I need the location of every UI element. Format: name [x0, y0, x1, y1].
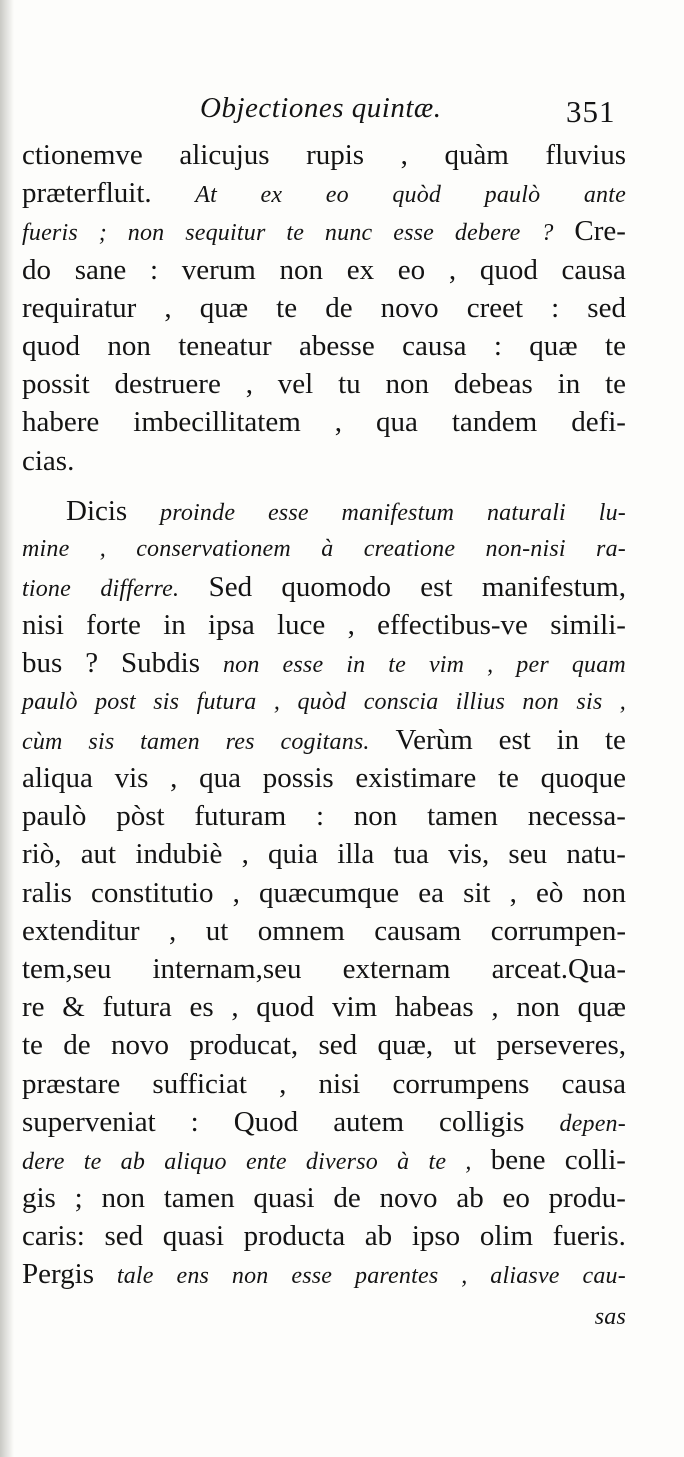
word: præstare: [22, 1067, 121, 1100]
text-line: [22, 912, 626, 950]
text-line: [22, 1255, 626, 1293]
word: requiratur: [22, 291, 137, 324]
word: rupis: [306, 139, 365, 171]
text-line: [22, 1179, 626, 1217]
word: ctionemve: [22, 139, 143, 171]
word: Quod: [233, 1105, 299, 1138]
italic-word: per: [516, 652, 549, 679]
word: do: [22, 253, 51, 286]
word: ;: [74, 1182, 83, 1215]
word: illa: [337, 838, 375, 871]
word: te: [22, 1029, 43, 1062]
word: ,: [400, 139, 408, 171]
word: ex: [346, 253, 375, 286]
word: ,: [232, 876, 240, 909]
word: ut: [205, 914, 229, 947]
italic-word: esse: [393, 220, 435, 247]
word: eo: [502, 1182, 530, 1215]
italic-word: te: [428, 1148, 447, 1175]
word: Cre-: [574, 215, 626, 248]
italic-word: ente: [245, 1148, 287, 1175]
text-line: [22, 1026, 626, 1064]
word: constitutio: [91, 876, 214, 909]
italic-word: sis: [153, 688, 180, 715]
word: riò,: [22, 838, 62, 871]
word: bus: [22, 647, 63, 680]
word: Pergis: [22, 1258, 94, 1291]
word: imbecillitatem: [133, 406, 301, 439]
word: quia: [268, 838, 318, 871]
word: existimare: [355, 762, 477, 794]
word: fueris.: [552, 1220, 626, 1253]
italic-word: ;: [98, 220, 107, 247]
word: tamen: [163, 1182, 235, 1215]
word: alicujus: [179, 139, 270, 171]
word: tu: [338, 368, 361, 401]
word: eo: [397, 253, 426, 286]
italic-word: aliasve: [490, 1263, 560, 1290]
word: quæ: [199, 291, 249, 324]
word: nisi: [22, 609, 64, 642]
word: perseveres,: [496, 1029, 626, 1062]
italic-word: in: [346, 652, 366, 679]
word: :: [551, 291, 560, 324]
word: abesse: [299, 329, 375, 362]
word: ,: [164, 291, 172, 324]
word: teneatur: [178, 329, 272, 362]
text-line: [22, 874, 626, 912]
word: aut: [80, 838, 117, 871]
italic-word: naturali: [486, 499, 566, 526]
word: quæ,: [377, 1029, 434, 1062]
word: corrumpen-: [490, 914, 626, 947]
text-line: [22, 289, 626, 327]
word: cias.: [22, 444, 75, 477]
italic-word: conscia: [363, 688, 439, 715]
italic-word: aliquo: [164, 1148, 227, 1175]
italic-word: quam: [571, 652, 626, 679]
word: creet: [466, 291, 524, 324]
word: non: [107, 329, 151, 362]
italic-word: paulò: [22, 688, 78, 715]
italic-word: illius: [455, 688, 506, 715]
word: :: [190, 1105, 199, 1138]
word: vim: [331, 991, 378, 1024]
text-line: [22, 365, 626, 403]
italic-word: eo: [325, 182, 349, 209]
word: tamen: [427, 800, 498, 833]
text-line: [22, 251, 626, 289]
italic-word: fueris: [22, 220, 78, 247]
italic-word: ex: [260, 182, 283, 209]
word: causam: [374, 914, 462, 947]
italic-word: manifestum: [341, 499, 455, 526]
word: paulò: [22, 800, 87, 833]
word: ea: [418, 876, 444, 909]
word: produ-: [548, 1182, 626, 1215]
word: habere: [22, 406, 100, 439]
word: de: [325, 291, 353, 324]
italic-word: vim: [428, 652, 465, 679]
italic-word: conservationem: [136, 535, 291, 562]
italic-word: cogitans.: [280, 728, 370, 755]
word: re: [22, 991, 45, 1024]
word: autem: [333, 1105, 405, 1138]
word: :: [315, 800, 324, 833]
italic-word: lu-: [598, 499, 626, 526]
italic-word: non: [127, 220, 165, 247]
word: producat,: [189, 1029, 299, 1062]
italic-word: depen-: [559, 1110, 626, 1137]
italic-word: cau-: [582, 1263, 626, 1290]
word: tua: [393, 838, 429, 871]
word: ralis: [22, 876, 72, 909]
word: vel: [277, 368, 314, 401]
word: colligis: [439, 1105, 525, 1138]
text-line: [22, 835, 626, 873]
italic-word: ens: [176, 1263, 210, 1290]
italic-word: mine: [22, 535, 70, 562]
word: novo: [380, 291, 439, 324]
italic-word: futura: [196, 688, 257, 715]
word: natu-: [566, 838, 626, 871]
text-line: [22, 1141, 626, 1179]
word: non: [385, 368, 430, 401]
italic-word: nunc: [324, 220, 373, 247]
word: non: [516, 991, 560, 1024]
word: non: [582, 876, 626, 909]
text-line: [22, 442, 626, 480]
word: olim: [479, 1220, 533, 1253]
word: ,: [245, 368, 253, 401]
italic-word: quòd: [392, 182, 442, 209]
word: possit: [22, 368, 90, 401]
word: seu: [508, 838, 548, 871]
word: ,: [169, 914, 177, 947]
word: in: [556, 723, 580, 756]
word: quæ: [577, 991, 626, 1024]
italic-word: sequitur: [185, 220, 266, 247]
italic-word: non: [231, 1263, 269, 1290]
gutter-shadow: [0, 0, 14, 1457]
word: vis,: [448, 838, 490, 871]
word: pòst: [116, 800, 165, 833]
word: nisi: [318, 1067, 361, 1100]
text-line: [22, 1103, 626, 1141]
word: ,: [231, 991, 239, 1024]
italic-word: post: [95, 688, 136, 715]
word: quæ: [529, 329, 578, 362]
text-block: [22, 136, 626, 1336]
italic-word: paulò: [484, 182, 541, 209]
word: sufficiat: [152, 1067, 247, 1100]
italic-word: non: [522, 688, 560, 715]
word: de: [63, 1029, 91, 1062]
word: Subdis: [121, 647, 201, 680]
italic-word: res: [225, 728, 255, 755]
word: causa: [561, 253, 626, 286]
word: quod: [479, 253, 538, 286]
word: de: [333, 1182, 361, 1215]
italic-word: sis: [88, 728, 115, 755]
word: in: [557, 368, 581, 401]
text-line: [22, 1217, 626, 1255]
italic-word: ?: [541, 220, 554, 247]
italic-word: diverso: [305, 1148, 378, 1175]
word: futura: [102, 991, 172, 1024]
text-line: [22, 530, 626, 568]
word: corrumpens: [392, 1067, 530, 1100]
text-line: [22, 759, 626, 797]
word: defi-: [571, 406, 626, 439]
italic-word: te: [83, 1148, 102, 1175]
text-line: [22, 327, 626, 365]
word: non: [279, 253, 323, 286]
italic-word: dere: [22, 1148, 65, 1175]
word: Dicis: [66, 494, 128, 527]
text-line: [22, 568, 626, 606]
word: non: [353, 800, 398, 833]
italic-word: esse: [267, 499, 309, 526]
word: producta: [243, 1220, 346, 1253]
word: præterfluit.: [22, 177, 152, 210]
italic-word: te: [286, 220, 305, 247]
word: externam: [342, 952, 451, 985]
catchword-text: sas: [594, 1303, 626, 1330]
word: te: [605, 723, 626, 756]
word: es: [189, 991, 214, 1024]
italic-word: non: [222, 652, 260, 679]
word: verum: [181, 253, 256, 286]
word: necessa-: [527, 800, 626, 833]
italic-word: ra-: [596, 535, 626, 562]
text-line: [22, 950, 626, 988]
word: extenditur: [22, 914, 140, 947]
word: :: [149, 253, 158, 286]
word: te: [276, 291, 298, 324]
word: destruere: [114, 368, 221, 401]
italic-word: ,: [461, 1263, 468, 1290]
word: ut: [453, 1029, 477, 1062]
word: ,: [334, 406, 343, 439]
italic-word: tione: [22, 576, 71, 603]
word: ab: [364, 1220, 393, 1253]
word: quoque: [540, 762, 626, 794]
italic-word: non-nisi: [485, 535, 566, 562]
word: novo: [111, 1029, 170, 1062]
italic-word: debere: [454, 220, 521, 247]
word: est: [498, 723, 531, 756]
italic-word: differre.: [100, 576, 180, 603]
word: luce: [277, 609, 326, 642]
word: ,: [241, 838, 249, 871]
italic-word: tale: [116, 1263, 154, 1290]
word: debeas: [453, 368, 533, 401]
italic-word: ,: [619, 688, 626, 715]
text-line: [22, 1065, 626, 1103]
running-head: Objectiones quintæ.: [200, 92, 442, 124]
text-line: [22, 174, 626, 212]
word: qua: [376, 406, 418, 439]
word: te: [497, 762, 519, 794]
word: habeas: [394, 991, 474, 1024]
word: est: [420, 571, 453, 604]
word: Verùm: [395, 723, 473, 756]
text-line: [22, 721, 626, 759]
italic-word: ,: [99, 535, 106, 562]
word: ab: [456, 1182, 484, 1215]
word: internam,seu: [152, 952, 302, 985]
word: quasi: [162, 1220, 225, 1253]
italic-word: ,: [487, 652, 494, 679]
word: gis: [22, 1182, 56, 1215]
word: ,: [347, 609, 355, 642]
italic-word: quòd: [297, 688, 347, 715]
word: indubiè: [135, 838, 223, 871]
word: te: [605, 329, 626, 362]
italic-word: cùm: [22, 728, 63, 755]
italic-word: à: [321, 535, 334, 562]
word: ipso: [411, 1220, 461, 1253]
word: qua: [199, 762, 242, 794]
text-line: [22, 403, 626, 441]
text-line: [22, 606, 626, 644]
word: ,: [448, 253, 457, 286]
word: manifestum,: [481, 571, 626, 604]
word: ,: [170, 762, 178, 794]
word: superveniat: [22, 1105, 156, 1138]
italic-word: esse: [291, 1263, 333, 1290]
word: sed: [318, 1029, 358, 1062]
word: non: [101, 1182, 145, 1215]
word: eò: [535, 876, 564, 909]
text-line: [22, 136, 626, 174]
word: tandem: [451, 406, 538, 439]
text-line: [22, 683, 626, 721]
word: causa: [561, 1067, 626, 1100]
word: quod: [22, 329, 80, 362]
text-line: [22, 797, 626, 835]
italic-word: esse: [282, 652, 324, 679]
word: colli-: [564, 1143, 626, 1176]
word: sane: [74, 253, 127, 286]
text-line: [22, 988, 626, 1026]
word: in: [163, 609, 186, 642]
word: quomodo: [281, 571, 391, 604]
word: ,: [279, 1067, 287, 1100]
word: sed: [104, 1220, 144, 1253]
text-line: [22, 644, 626, 682]
word: &: [62, 991, 85, 1024]
word: arceat.Qua-: [491, 952, 626, 985]
word: effectibus-ve: [377, 609, 528, 642]
word: novo: [379, 1182, 438, 1215]
word: fluvius: [545, 139, 626, 171]
word: possis: [262, 762, 334, 794]
word: simili-: [550, 609, 626, 642]
word: aliqua: [22, 762, 93, 794]
page-number: 351: [566, 94, 616, 129]
italic-word: creatione: [363, 535, 456, 562]
word: ?: [85, 647, 99, 680]
italic-word: te: [388, 652, 406, 679]
word: quasi: [253, 1182, 315, 1215]
word: forte: [86, 609, 141, 642]
italic-word: parentes: [355, 1263, 439, 1290]
word: ,: [509, 876, 517, 909]
word: caris:: [22, 1220, 85, 1253]
text-line: [22, 212, 626, 250]
word: futuram: [194, 800, 287, 833]
word: Sed: [208, 571, 253, 604]
word: sed: [587, 291, 626, 324]
italic-word: à: [397, 1148, 410, 1175]
italic-word: ab: [120, 1148, 146, 1175]
italic-word: ,: [465, 1148, 472, 1175]
word: bene: [490, 1143, 546, 1176]
word: tem,seu: [22, 952, 112, 985]
word: :: [493, 329, 502, 362]
word: omnem: [257, 914, 345, 947]
italic-word: At: [195, 182, 217, 209]
word: quàm: [444, 139, 509, 171]
word: vis: [114, 762, 149, 794]
word: quod: [256, 991, 315, 1024]
word: sit: [463, 876, 491, 909]
text-line: [22, 492, 626, 530]
word: ipsa: [208, 609, 255, 642]
word: te: [605, 368, 626, 401]
word: causa: [402, 329, 467, 362]
italic-word: sis: [576, 688, 603, 715]
word: quæcumque: [258, 876, 400, 909]
italic-word: ante: [583, 182, 626, 209]
italic-word: proinde: [160, 499, 236, 526]
word: ,: [491, 991, 499, 1024]
italic-word: ,: [273, 688, 281, 715]
catchword: [22, 1298, 626, 1336]
italic-word: tamen: [140, 728, 200, 755]
